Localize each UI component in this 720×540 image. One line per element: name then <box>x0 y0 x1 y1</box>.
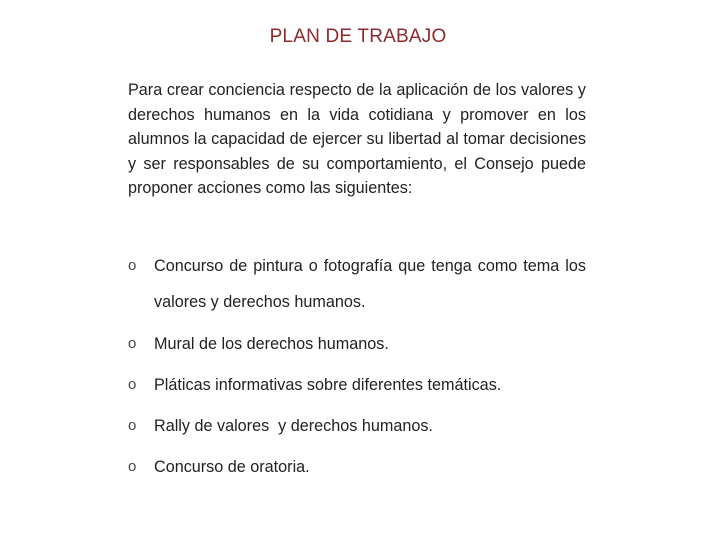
list-item <box>128 248 586 320</box>
list-item-text: Concurso de pintura o fotografía que tenga como tema los valores y derechos humanos. <box>154 257 586 311</box>
list-item <box>128 373 586 414</box>
list-item-text: Mural de los derechos humanos. <box>154 335 389 353</box>
bullet-icon: o <box>128 335 137 352</box>
list-item-text: Rally de valores y derechos humanos. <box>154 417 433 435</box>
list-item <box>128 414 586 455</box>
list-item <box>128 332 586 373</box>
list-item-text: Concurso de oratoria. <box>154 458 310 476</box>
actions-list <box>128 254 586 496</box>
intro-paragraph: Para crear conciencia respecto de la aplicación de los valores y derechos humanos en la vida cotidiana y promover en los alumnos la capacidad de ejercer su libertad al tomar decisiones y ser responsables de su comportamiento, el Consejo puede proponer acciones como las siguientes: <box>128 81 586 197</box>
list-item <box>128 455 586 496</box>
page-title: PLAN DE TRABAJO <box>269 26 447 47</box>
bullet-icon: o <box>128 376 137 393</box>
list-item-text: Pláticas informativas sobre diferentes temáticas. <box>154 376 502 394</box>
bullet-icon: o <box>128 257 137 274</box>
bullet-icon: o <box>128 417 137 434</box>
bullet-icon: o <box>128 458 137 475</box>
